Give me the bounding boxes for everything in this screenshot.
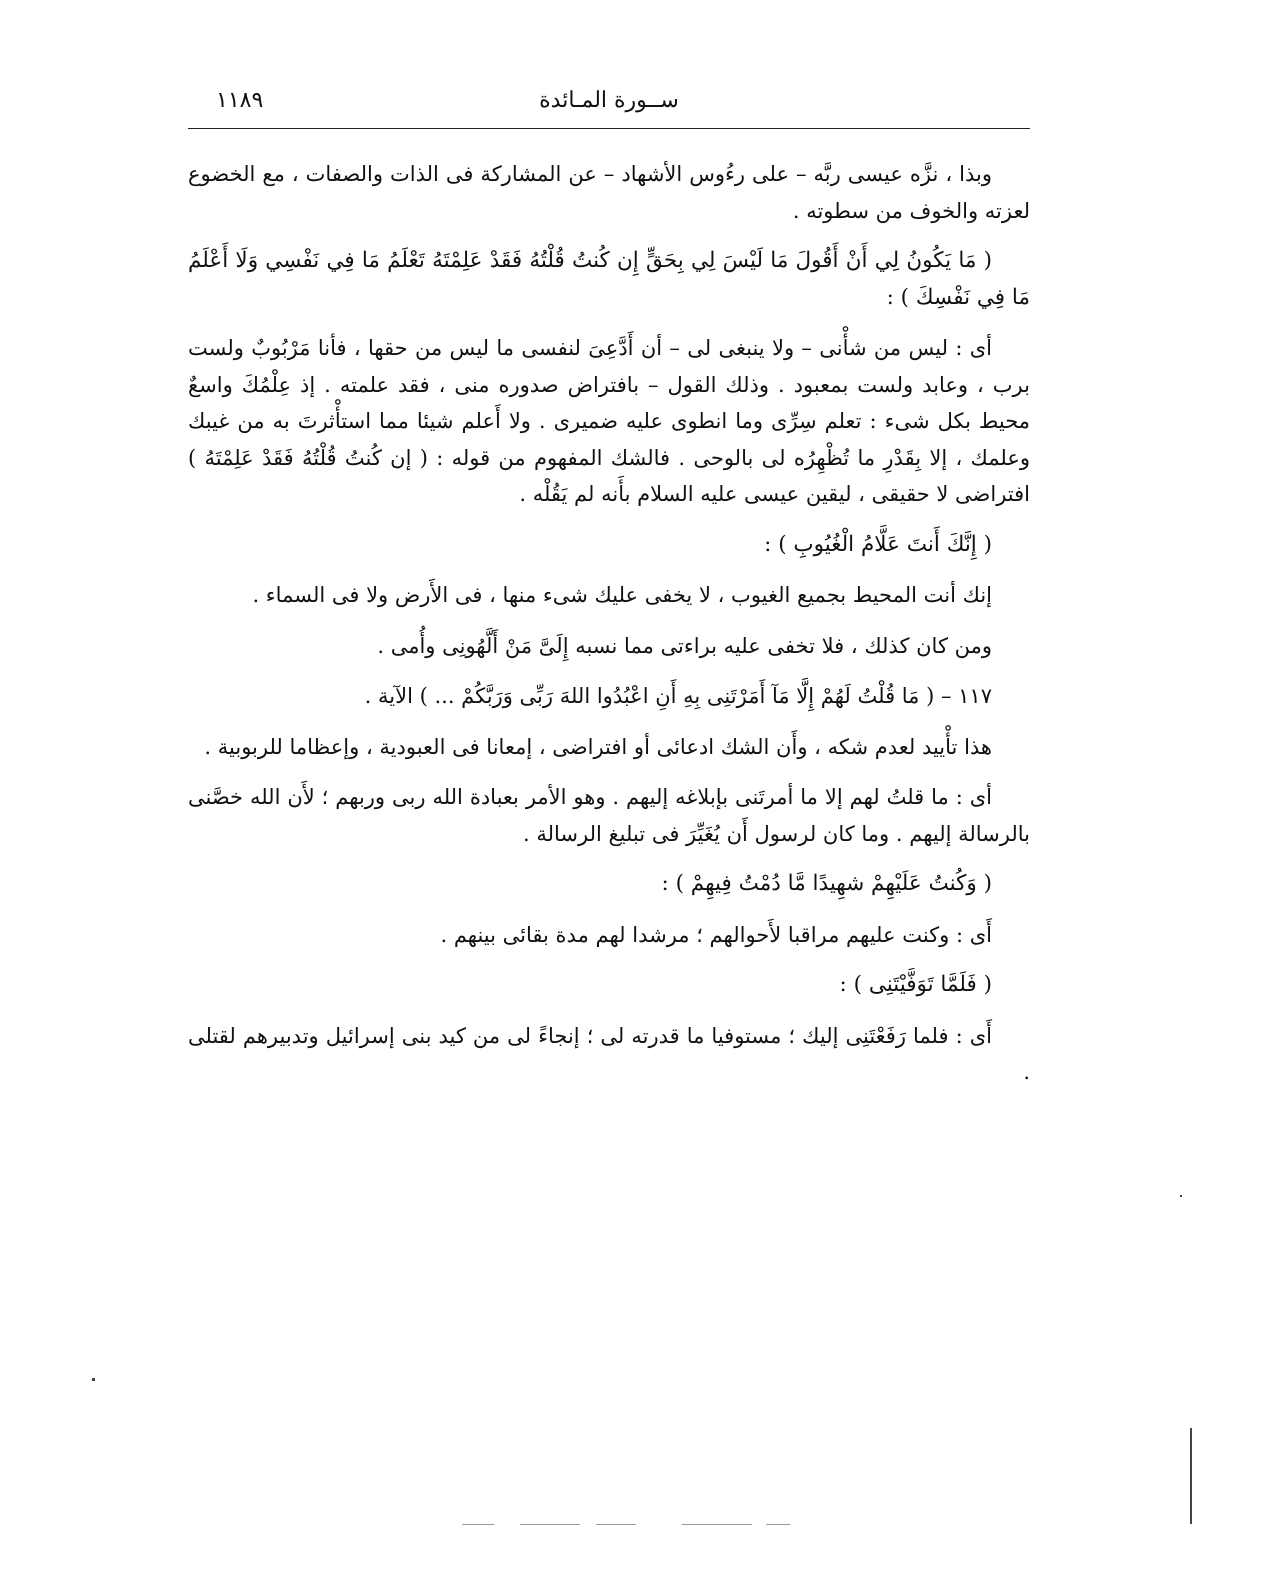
scan-artifact (520, 1524, 580, 1525)
paragraph-commentary: إنك أنت المحيط بجميع الغيوب ، لا يخفى عليك شىء منها ، فى الأَرض ولا فى السماء . (252, 583, 992, 607)
verse-quote: ( فَلَمَّا تَوَفَّيْتَنِى ) : (839, 972, 992, 997)
paragraph-commentary: أى : ما قلتُ لهم إلا ما أمرتَنى بإبلاغه إليهم . وهو الأمر بعبادة الله ربى وربهم ؛ لأَن الله خصَّنى بالرسالة إليهم . وما كان لرسول أَن يُغَيِّرَ فى تبليغ الرسالة . (188, 785, 1030, 846)
paragraph-commentary: هذا تأْييد لعدم شكه ، وأَن الشك ادعائى أو افتراضى ، إمعانا فى العبودية ، وإعظاما للربوبية . (204, 734, 992, 759)
paragraph-intro: وبذا ، نزَّه عيسى ربَّه – على رءُوس الأشهاد – عن المشاركة فى الذات والصفات ، مع الخضوع لعزته والخوف من سطوته . (188, 162, 1030, 223)
scan-margin-mark (1190, 1428, 1192, 1524)
verse-quote: ( إِنَّكَ أَنتَ عَلَّامُ الْغُيُوبِ ) : (764, 531, 992, 557)
paragraph-commentary: أَى : فلما رَفَعْتَنِى إليك ؛ مستوفيا ما قدرته لى ؛ إنجاءً لى من كيد بنى إسرائيل وتدبيرهم لقتلى . (188, 1023, 1030, 1084)
scan-margin-dot (1180, 1195, 1182, 1197)
paragraph-commentary: أَى : وكنت عليهم مراقبا لأَحوالهم ؛ مرشدا لهم مدة بقائى بينهم . (440, 922, 992, 947)
scan-artifact (766, 1524, 790, 1525)
scan-artifact (462, 1524, 494, 1525)
verse-quote: ( وَكُنتُ عَلَيْهِمْ شهِيدًا مَّا دُمْتُ فِيهِمْ ) : (661, 871, 992, 896)
running-title: ســورة المـائدة (539, 88, 679, 113)
scan-artifact (596, 1524, 636, 1525)
paragraph-commentary: أى : ليس من شأْنى – ولا ينبغى لى – أن أَدَّعِىَ لنفسى ما ليس من حقها ، فأنا مَرْبُوبٌ ولست برب ، وعابد ولست بمعبود . وذلك القول – بافتراض صدوره منى ، فقد علمته . إذ عِلْمُكَ واسعٌ محيط بكل شىء : تعلم سِرِّى وما انطوى عليه ضميرى . ولا أَعلم شيئا مما استأْثرتَ به من غيبك وعلمك ، إلا بِقَدْرِ ما تُظْهِرُه لى بالوحى . فالشك المفهوم من قوله : ( إن كُنتُ قُلْتُهُ فَقَدْ عَلِمْتَهُ ) افتراضى لا حقيقى ، ليقين عيسى عليه السلام بأَنه لم يَقُلْه . (188, 336, 1030, 506)
page-number: ١١٨٩ (216, 88, 264, 113)
page-header (188, 82, 1030, 129)
scan-artifact (682, 1524, 752, 1525)
scan-margin-dot (92, 1378, 95, 1381)
paragraph-commentary: ومن كان كذلك ، فلا تخفى عليه براءتى مما نسبه إِلَىَّ مَنْ أَلَّهُونِى وأُمى . (377, 633, 992, 658)
verse-heading-117: ١١٧ – ( مَا قُلْتُ لَهُمْ إِلَّا مَآ أَمَرْتَنِى بِهِ أَنِ اعْبُدُوا اللهَ رَبِّى وَرَبَّكُمْ ... ) الآية . (364, 684, 992, 708)
page-body (188, 156, 1030, 1099)
verse-quote: ( مَا يَكُونُ لِي أَنْ أَقُولَ مَا لَيْسَ لِي بِحَقٍّ إِن كُنتُ قُلْتُهُ فَقَدْ عَلِمْتَهُ تَعْلَمُ مَا فِي نَفْسِي وَلَا أَعْلَمُ مَا فِي نَفْسِكَ ) : (188, 248, 1030, 310)
